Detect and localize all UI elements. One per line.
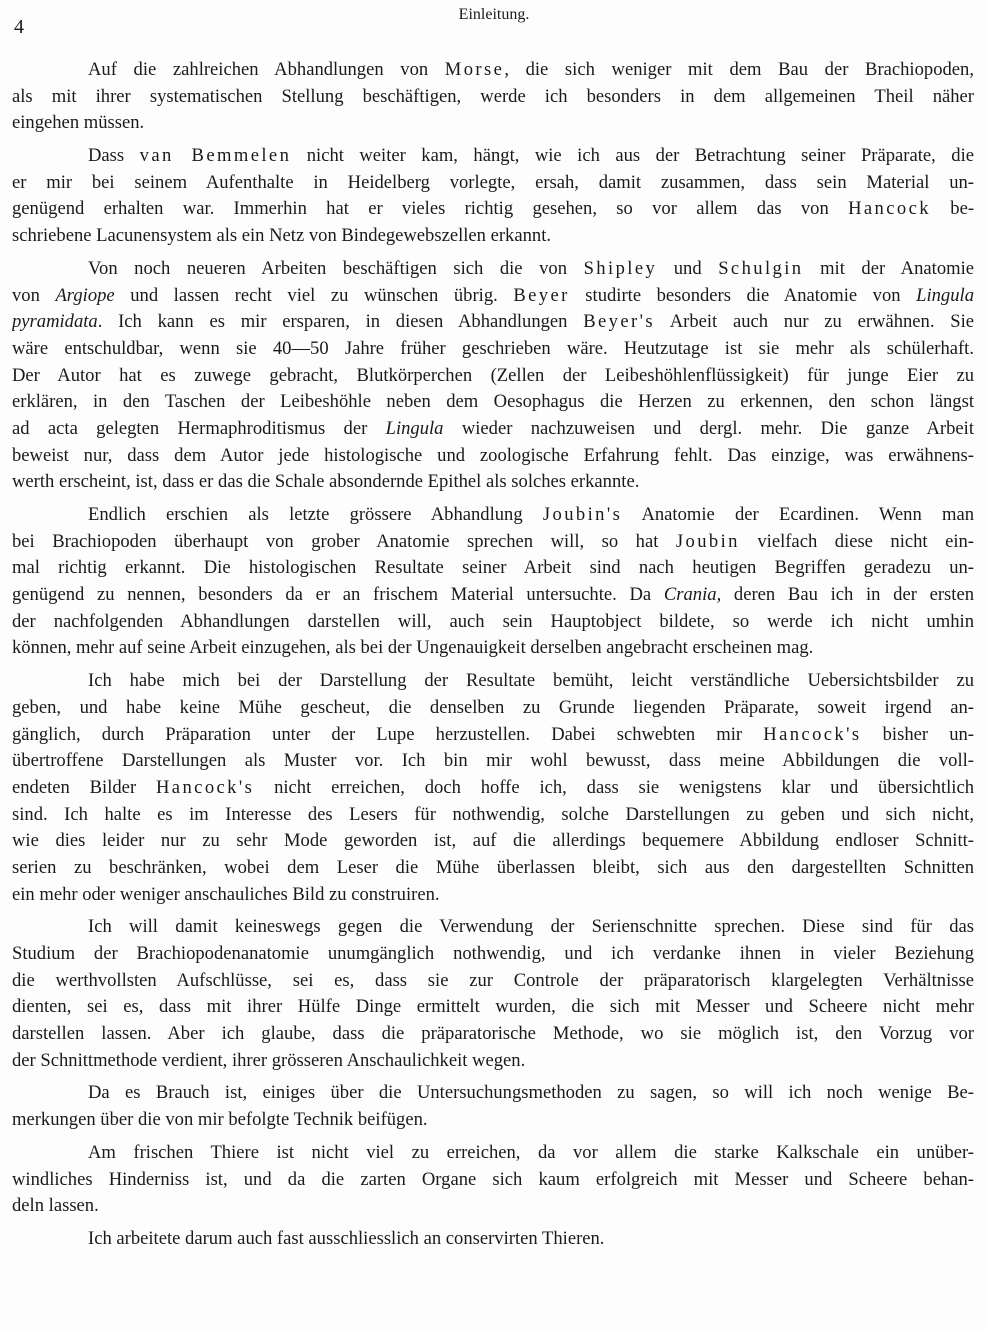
text-run: Ich arbeitete darum auch fast ausschliesslich an conservirten Thieren. [88, 1227, 605, 1249]
text-line [12, 1080, 974, 1107]
text-line [12, 336, 974, 363]
text-run: bisher un- [861, 723, 974, 745]
author-name: Joubin's [542, 504, 623, 525]
author-name: Joubin [675, 530, 740, 552]
text-run: merkungen über die von mir befolgte Technik beifügen. [12, 1109, 428, 1131]
text-run: deln lassen. [12, 1195, 99, 1217]
text-run: der nachfolgenden Abhandlungen darstellen will, auch sein Hauptobject bildete, so werde ich nicht umhin [12, 610, 974, 632]
running-title: Einleitung. [458, 6, 530, 23]
text-run: Ich habe mich bei der Darstellung der Resultate bemüht, leicht verständliche Uebersichtsbilder zu [88, 670, 974, 692]
text-run: von [12, 284, 56, 306]
text-line [12, 256, 974, 283]
text-line [12, 882, 974, 909]
text-run: Da es Brauch ist, einiges über die Untersuchungsmethoden zu sagen, so will ich noch wenige Be- [88, 1082, 974, 1104]
text-run: wäre entschuldbar, wenn sie 40—50 Jahre früher geschrieben wäre. Heutzutage ist sie mehr als schülerhaft. [12, 337, 974, 359]
genus-name: Argiope [55, 284, 115, 306]
text-run: schriebene Lacunensystem als ein Netz von Bindegewebszellen erkannt. [12, 225, 552, 247]
text-line [12, 635, 974, 662]
text-run: und [657, 257, 719, 279]
text-line [12, 170, 974, 197]
text-run: eingehen müssen. [12, 112, 145, 134]
text-run: er mir bei seinem Aufenthalte in Heidelberg vorlegte, ersah, damit zusammen, dass sein Material un- [12, 171, 974, 193]
text-line [12, 914, 974, 941]
text-run: der Schnittmethode verdient, ihrer grösseren Anschaulichkeit wegen. [12, 1049, 526, 1071]
text-run: Ich will damit keineswegs gegen die Verwendung der Serienschnitte sprechen. Diese sind für das [88, 916, 974, 938]
text-run: Der Autor hat es zuwege gebracht, Blutkörperchen (Zellen der Leibeshöhlenflüssigkeit) für junge Eier zu [12, 364, 974, 386]
text-run: vielfach diese nicht ein- [739, 530, 974, 552]
text-run: mal richtig erkannt. Die histologischen Resultate seiner Arbeit sind nach heutigen Begriffen geradezu un- [12, 557, 974, 579]
text-run: Arbeit auch nur zu erwähnen. Sie [655, 311, 974, 333]
text-run: ein mehr oder weniger anschauliches Bild zu construiren. [12, 883, 440, 905]
author-name: Beyer's [583, 311, 656, 333]
text-line [12, 1167, 974, 1194]
text-run: Dass [88, 145, 140, 167]
paragraph [12, 1140, 974, 1220]
text-line [12, 1107, 974, 1134]
page-number: 4 [14, 16, 24, 38]
text-run: darstellen lassen. Aber ich glaube, dass die präparatorische Methode, wo sie möglich ist, den Vorzug vor [12, 1023, 974, 1045]
text-line [12, 695, 974, 722]
text-line [12, 748, 974, 775]
text-run: genügend erhalten war. Immerhin hat er vieles richtig gesehen, so vor allem das von [12, 198, 849, 220]
text-line [12, 1048, 974, 1075]
text-line [12, 722, 974, 749]
text-run: Von noch neueren Arbeiten beschäftigen sich die von [88, 257, 584, 279]
genus-name: Lingula [916, 284, 974, 306]
text-line [12, 416, 974, 443]
text-line [12, 110, 974, 137]
text-run: dienten, sei es, dass mit ihrer Hülfe Dinge ermittelt wurden, die sich mit Messer und Scheere nicht mehr [12, 996, 974, 1018]
text-line [12, 775, 974, 802]
text-run: Auf die zahlreichen Abhandlungen von [88, 59, 445, 80]
text-line [12, 1021, 974, 1048]
text-run: gänglich, durch Präparation unter der Lupe herzustellen. Dabei schwebten mir [12, 723, 764, 745]
text-line [12, 223, 974, 250]
text-line [12, 443, 974, 470]
text-line [12, 555, 974, 582]
text-run: beweist nur, dass dem Autor jede histologische und zoologische Erfahrung fehlt. Das einzige, was erwähnens- [12, 444, 974, 466]
author-name: Hancock's [155, 776, 255, 798]
text-run: werth erscheint, ist, dass er das die Schale absondernde Epithel als solches erkannte. [12, 471, 640, 493]
text-line [12, 469, 974, 496]
text-run: und lassen recht viel zu wünschen übrig. [114, 284, 514, 306]
text-run: erklären, in den Taschen der Leibeshöhle neben dem Oesophagus die Herzen zu erkennen, den schon längst [12, 391, 974, 413]
author-name: Shipley [583, 257, 658, 279]
text-line [12, 389, 974, 416]
text-run: wie dies leider nur zu sehr Mode geworden ist, auf die allerdings bequemere Abbildung endloser Schnitt- [12, 830, 974, 852]
text-line [12, 994, 974, 1021]
text-run: nicht weiter kam, hängt, wie ich aus der Betrachtung seiner Präparate, die [291, 145, 974, 167]
paragraph [12, 1226, 974, 1253]
paragraph [12, 502, 974, 662]
text-run: serien zu beschränken, wobei dem Leser die Mühe überlassen bleibt, sich aus den dargestellten Schnitten [12, 856, 974, 878]
author-name: Beyer [513, 284, 570, 306]
text-run: . Ich kann es mir ersparen, in diesen Abhandlungen [97, 311, 584, 333]
text-run: studirte besonders die Anatomie von [569, 284, 917, 306]
text-run: sind. Ich halte es im Interesse des Lesers für nothwendig, solche Darstellungen zu geben und sich nicht, [12, 803, 974, 825]
genus-name: Crania, [663, 584, 722, 606]
text-run: mit der Anatomie [803, 257, 974, 279]
paragraph [12, 1080, 974, 1133]
text-line [12, 582, 974, 609]
text-line [12, 529, 974, 556]
text-line [12, 968, 974, 995]
text-run: nicht erreichen, doch hoffe ich, dass sie wenigstens klar und übersichtlich [254, 776, 974, 798]
paragraph [12, 143, 974, 250]
text-run: Anatomie der Ecardinen. Wenn man [622, 504, 974, 525]
text-run: die werthvollsten Aufschlüsse, sei es, dass sie zur Controle der präparatorisch klargelegten Verhältnisse [12, 969, 974, 991]
text-run: wieder nachzuweisen und dergl. mehr. Die ganze Arbeit [443, 417, 974, 439]
text-run: windliches Hinderniss ist, und da die zarten Organe sich kaum erfolgreich mit Messer und Scheere behan- [12, 1168, 974, 1190]
body-text [12, 57, 974, 1253]
text-line [12, 1226, 974, 1253]
author-name: Morse [444, 59, 505, 80]
text-line [12, 609, 974, 636]
text-line [12, 1140, 974, 1167]
text-run: geben, und habe keine Mühe gescheut, die denselben zu Grunde liegenden Präparate, soweit irgend an- [12, 696, 974, 718]
author-name: van Bemmelen [139, 145, 292, 167]
text-run: genügend zu nennen, besonders da er an frischem Material untersuchte. Da [12, 584, 664, 606]
text-line [12, 363, 974, 390]
paragraph [12, 668, 974, 908]
author-name: Hancock's [763, 723, 862, 745]
text-run: als mit ihrer systematischen Stellung beschäftigen, werde ich besonders in dem allgemeinen Theil näher [12, 85, 974, 107]
text-line [12, 143, 974, 170]
paragraph [12, 57, 974, 137]
text-line [12, 309, 974, 336]
paragraph [12, 256, 974, 496]
text-run: , die sich weniger mit dem Bau der Brachiopoden, [504, 59, 974, 80]
text-line [12, 502, 974, 529]
text-run: Am frischen Thiere ist nicht viel zu erreichen, da vor allem die starke Kalkschale ein unüber- [88, 1141, 974, 1163]
text-line [12, 84, 974, 111]
text-line [12, 1193, 974, 1220]
genus-name: pyramidata [12, 311, 98, 333]
author-name: Hancock [848, 198, 931, 220]
text-run: deren Bau ich in der ersten [721, 584, 974, 606]
text-line [12, 941, 974, 968]
text-run: be- [930, 198, 974, 220]
text-line [12, 855, 974, 882]
text-run: können, mehr auf seine Arbeit einzugehen, als bei der Ungenauigkeit derselben angebracht erscheinen mag. [12, 637, 814, 659]
text-run: endeten Bilder [12, 776, 156, 798]
text-line [12, 802, 974, 829]
text-run: bei Brachiopoden überhaupt von grober Anatomie sprechen will, so hat [12, 530, 676, 552]
text-run: übertroffene Darstellungen als Muster vor. Ich bin mir wohl bewusst, dass meine Abbildungen die voll- [12, 750, 974, 772]
genus-name: Lingula [385, 417, 444, 439]
text-line [12, 283, 974, 310]
text-line [12, 196, 974, 223]
text-line [12, 57, 974, 84]
text-run: ad acta gelegten Hermaphroditismus der [12, 417, 386, 439]
paragraph [12, 914, 974, 1074]
author-name: Schulgin [718, 257, 804, 279]
text-line [12, 828, 974, 855]
text-line [12, 668, 974, 695]
text-run: Endlich erschien als letzte grössere Abhandlung [88, 504, 543, 525]
text-run: Studium der Brachiopodenanatomie unumgänglich nothwendig, und ich verdanke ihnen in vieler Beziehung [12, 943, 974, 964]
